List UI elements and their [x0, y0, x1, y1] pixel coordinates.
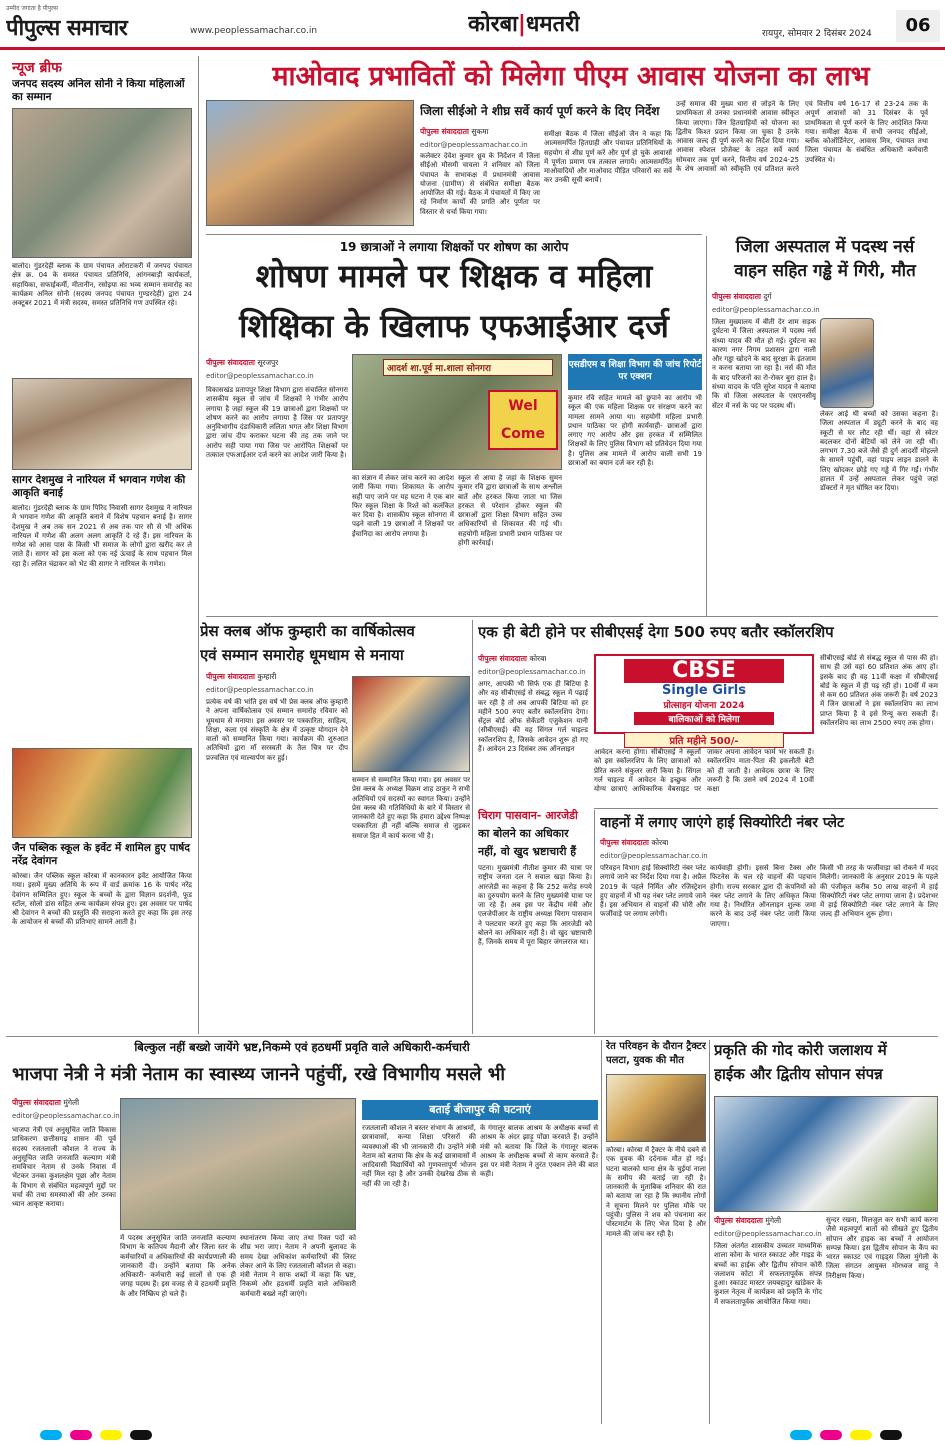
teacher-email[interactable]: editor@peoplessamachar.co.in: [206, 372, 314, 380]
masthead-date: रायपुर, सोमवार 2 दिसंबर 2024: [762, 29, 872, 39]
teacher-col1: विकासखंड प्रतापपुर शिक्षा विभाग द्वारा संचालित सोनगरा शासकीय स्कूल से जांच में शिक्षकों ने गंभीर आरोप लगाया है जहां स्कूल की 19 छात्राओं द्वारा शिक्षकों पर शोषण करने का आरोप लगाया है जिस पर प्रतापपुर अनुविभागीय दंडाधिकारी ललिता भगत और शिक्षा विभाग द्वारा जांच दीप कराकर घटना की तह तक जाने पर आरोप सही पाया गया जिस पर आरोपित शिक्षकों पर तत्काल एफआईआर दर्ज करने का आदेश जारी किया है।: [206, 386, 348, 460]
press-byline-label: पीपुल्स संवाददाता: [206, 672, 255, 681]
brief1-body: बालोद। गुंडरदेही ब्लाक के ग्राम पंचायत ओराटकरी में जनपद पंचायत क्षेत्र क्र. 04 के समस्त पंचायत प्रतिनिधि, आंगनबाड़ी कार्यकर्ता, सहायिका, सफाईकर्मी, मीतानीन, रसोइया का भव्य सम्मान समारोह का कार्यक्रम अनिल सोनी (सदस्य जनपद पंचायत गुण्डरदेही) द्वारा 24 अक्टूबर 2021 में मंत्री सदस्य, समस्त प्रतिनिधि गण उपस्थित रहे।: [12, 262, 192, 308]
minister-byline: [12, 1098, 79, 1108]
teacher-byline-place: सूरजपुर: [257, 358, 279, 367]
lead-subhead: जिला सीईओ ने शीघ्र सर्वे कार्य पूर्ण करने के दिए निर्देश: [420, 104, 660, 118]
kori-byline-place: मुंगेली: [765, 1216, 782, 1225]
school-sign: आदर्श शा.पूर्व मा.शाला सोनगरा: [383, 359, 553, 376]
minister-col1: भाजपा नेत्री एवं अनुसूचित जाति विकास प्राधिकरण छत्तीसगढ़ शासन की पूर्व सदस्य रजतलाली कौशल ने राज्य के अनुसूचित जाति जनजाति कल्याण मंत्री रामविचार नेताम से उनके निवास में भेंटकर उनका कुशलक्षेम पूछा और नेताम के विभाग से संबंधित महत्वपूर्ण मुद्दों पर चर्चा की तथा समस्याओं की ओर उनका ध्यान आकृष्ट कराया।: [12, 1126, 116, 1209]
vehicles-col3: किसी भी तरह के फर्जीवाड़ा को रोकने में मदद मिलेगी। जानकारी के अनुसार 2019 के पहले की पंजीकृत करीब 50 लाख वाहनों में हाई सिक्योरिटी नंबर प्लेट लगाया जाना है। प्रदेशभर में हाई सिक्योरिटी नंबर प्लेट लगाने के लिए जल्द ही अभियान शुरू होगा।: [820, 864, 938, 919]
cbse-byline-label: पीपुल्स संवाददाता: [478, 654, 527, 663]
kori-col2: सुन्दर रखना, मिलजुल कर सभी कार्य करना जैसे महत्वपूर्ण बातों को सीखते हुए द्वितीय सोपान और हाइक का बच्चों ने आयोजन सम्पन्न किया। इस द्वितीय सोपान के कैंप का भारत स्काउट एवं गाइड्स जिला मुंगेली के जिला संगठन आयुक्त मोरध्वज साहू ने निरीक्षण किया।: [826, 1216, 938, 1280]
registration-mark-black-2: [880, 1430, 902, 1440]
lead-byline: [420, 127, 489, 137]
lead-bottom-rule: [206, 234, 702, 235]
brief3-photo: [12, 748, 192, 838]
chirag-headline-line3: नहीं, वो खुद भ्रष्टाचारी हैं: [478, 845, 577, 858]
minister-kicker: बिल्कुल नहीं बख्शे जायेंगे भ्रष्ट,निकम्मे एवं हठधर्मी प्रवृति वाले अधिकारी-कर्मचारी: [134, 1040, 470, 1054]
cbse-col1: अगर, आपकी भी सिर्फ एक ही बिटिया है और वह सीबीएसई से संबद्ध स्कूल में पढ़ाई कर रही है तो अब आपकी बिटिया को हर महीने 500 रुपए बतौर स्कॉलरशिप देगा। सेंट्रल बोर्ड ऑफ सेकेंडरी एजुकेशन यानी (सीबीएसई) की यह सिंगल गर्ल चाइल्ड स्कॉलरशिप है, जिसके आवेदन शुरू हो गए हैं। आवेदन 23 दिसंबर तक ऑनलाइन: [478, 680, 588, 754]
cbse-byline: [478, 654, 546, 664]
press-headline-line2: एवं सम्मान समारोह धूमधाम से मनाया: [200, 646, 404, 664]
chirag-headline-line1: चिराग पासवान- आरजेडी: [478, 809, 578, 822]
vehicles-email[interactable]: editor@peoplessamachar.co.in: [600, 852, 708, 860]
region-korba: कोरबा: [468, 12, 518, 37]
registration-mark-yellow: [100, 1430, 122, 1440]
brief2-headline: सागर देशमुख ने नारियल में भगवान गणेश की आकृति बनाई: [12, 474, 186, 499]
minister-col2: में पदस्थ अनुसूचित जाति जनजाति कल्याण विभाग के कतिपय मैदानी और जिला स्तर के कर्मचारियों व अधिकारियों की कार्यप्रणाली की जानकारी दी। उन्होंने बताया कि अनेक अधिकारी- कर्मचारी कई सालों से एक ही जगह पदस्थ हैं। इस वजह से वे हठधर्मी प्रवृत्ति के और निष्क्रिय हो चले हैं।: [120, 1234, 236, 1298]
masthead-url[interactable]: www.peoplessamachar.co.in: [190, 26, 318, 36]
press-byline: [206, 672, 276, 682]
vehicles-headline: वाहनों में लगाए जाएंगे हाई सिक्योरिटी नंबर प्लेट: [600, 815, 845, 831]
minister-col4: रजतलाली कौशल ने बस्तर संभाग के आश्रमों, छात्रावासों, कन्या शिक्षा परिसरों की व्यवस्थाओं की भी जानकारी दी। उन्होंने मंत्री नेताम को बताया कि क्षेत्र के कई छात्रावासों में आदिवासी विद्यार्थियों को गुणवत्तापूर्ण भोजन नहीं मिल रहा है और उनकी देखरेख ठीक से नहीं की जा रही है।: [362, 1124, 476, 1188]
tractor-headline-line2: पलटा, युवक की मौत: [606, 1055, 684, 1066]
teacher-col3: स्कूल से आया है जहां के शिक्षक सुमन कुमार रवि द्वारा छात्राओं के साथ अश्लील बातें और हरकत किया जाता था जिस हरकत से परेशान होकर स्कूल की छात्राओं द्वारा शिक्षा विभाग सहित उच्च अधिकारियों से शिकायत की गई थी। सहयोगी महिला प्रभारी प्रधान पाठिका पर होगी कार्रवाई।: [458, 474, 562, 548]
teacher-headline-line1: शोषण मामले पर शिक्षक व महिला: [255, 257, 653, 295]
teacher-col2: का संज्ञान में लेकर जांच करने का आदेश जारी किया गया। शिकायत के आरोप सही पाए जाने पर यह घटना ने एक बार फिर स्कूल शिक्षा के रिश्ते को कलंकित कर दिया है। शासकीय स्कूल सोनगरा में पढ़ने वाली 19 छात्राओं ने शिक्षकों पर ईंचानिदा का आरोप लगाया है।: [352, 474, 454, 538]
kori-byline-label: पीपुल्स संवाददाता: [714, 1216, 763, 1225]
press-right-rule: [472, 620, 473, 1034]
chirag-headline-line2: का बोलने का अधिकार: [478, 827, 569, 840]
registration-mark-cyan-2: [790, 1430, 812, 1440]
lead-col2: समीक्षा बैठक में जिला सीईओ जैन ने कहा कि आत्मसमर्पित हितग्राही और पंचायत प्रतिनिधियों के सहयोग से शीघ्र पूर्ण करें और पूर्ण हो चुके आवासों में पूर्णता प्रमाण पत्र तत्काल लगाये। आत्मसमर्पित माओवादियों और माओवाद पीड़ित परिवारों का सर्वे कर उनकी सूची बनायें।: [544, 130, 672, 185]
brief1-photo: [12, 108, 192, 258]
chirag-right-rule: [594, 810, 595, 1034]
press-photo: [352, 676, 470, 772]
minister-col3: स्थानांतरण किया जाए तथा रिक्त पदों को शीघ्र भरा जाए। नेताम ने अपनी बुलावट के समय देखा अधिकांश कर्मचारियों की लिस्ट लेकर आने के लिए रजतलाली कौशल से कहा। मंत्री नेताम ने साफ शब्दों में कहा कि भ्रष्ट, निकम्मे और हठधर्मी प्रवृति वाले अधिकारी कर्मचारी बख्शे नहीं जाएंगे।: [240, 1234, 356, 1298]
tractor-right-rule: [709, 1040, 710, 1424]
lower-rule: [6, 1036, 938, 1037]
cbse-byline-place: कोरबा: [529, 654, 547, 663]
minister-byline-label: पीपुल्स संवाददाता: [12, 1098, 61, 1107]
nurse-portrait: [820, 318, 874, 408]
nurse-headline-line2: वाहन सहित गड्ढे में गिरी, मौत: [734, 261, 916, 281]
press-email[interactable]: editor@peoplessamachar.co.in: [206, 686, 314, 694]
cbse-col2: आवेदन करना होगा। सीबीएसई ने स्कूलों को इस स्कॉलरशिप के लिए छात्राओं को प्रेरित करने संकुलर जारी किया है। सिंगल गर्ल चाइल्ड में आवेदन के इच्छुक और योग्य छात्राएं आधिकारिक वेबसाइट पर जाकर अपना आवेदन फार्म भर सकती हैं। स्कॉलरशिप माता-पिता की इकलौती बेटी को ही जाती है। आवेदक छात्रा के लिए जरूरी है कि उसने वर्ष 2024 में 10वीं कक्षा: [594, 748, 814, 794]
kori-headline-line2: हाईक और द्वितीय सोपान संपन्न: [714, 1065, 883, 1083]
region-separator: |: [517, 12, 526, 37]
teacher-kicker: 19 छात्राओं ने लगाया शिक्षकों पर शोषण का आरोप: [339, 240, 569, 254]
minister-photo: [120, 1098, 356, 1230]
registration-mark-black: [130, 1430, 152, 1440]
teacher-byline: [206, 358, 278, 368]
cbse-email[interactable]: editor@peoplessamachar.co.in: [478, 668, 586, 676]
nurse-byline-label: पीपुल्स संवाददाता: [712, 292, 761, 301]
center-right-rule: [706, 236, 707, 616]
brief2-photo: [12, 378, 192, 470]
lead-headline: माओवाद प्रभावितों को मिलेगा पीएम आवास योजना का लाभ: [272, 61, 870, 92]
minister-col5: के गंगालूर बालक आश्रम के अधीक्षक बच्चों से आश्रम के अंदर झाड़ू पोंछा करवाते हैं। उन्होंने मंत्री को बताया कि जिले के गंगालूर बालक आश्रम के अधीक्षक बच्चों से काम करवाते हैं। इस पर मंत्री नेताम ने तुरंत एक्शन लेने की बात कही।: [480, 1124, 598, 1179]
nurse-col2: लेकर आई थी बच्चों को उसका कहना है। जिला अस्पताल में ड्यूटी करने के बाद वह स्कूटी से घर लौट रही थीं। वहां से स्वेटर बदलकर दोनों बेटियों को लेने जा रही थीं। लगभग 7.30 बजे जैसे ही दुर्ग आदर्शी मोहल्ले के सामने पहुंचीं, वहां पाइप लाइन डालने के लिए खोदकर छोड़े गए गड्ढे में गिर गईं। गंभीर हालत में उन्हें अस्पताल लेकर पहुंचे जहां डॉक्टरों ने मृत घोषित कर दिया।: [820, 410, 938, 493]
teacher-box-head: एसडीएम व शिक्षा विभाग की जांच रिपोर्ट पर एक्शन: [568, 354, 702, 390]
kori-headline-line1: प्रकृति की गोद कोरी जलाशय में: [714, 1041, 887, 1059]
press-col2: सम्मान से सम्मानित किया गया। इस अवसर पर प्रेस क्लब के अध्यक्ष विक्रम शाह ठाकुर ने सभी अतिथियों एवं सदस्यों का स्वागत किया। उन्होंने प्रेस क्लब की गतिविधियों के बारे में विस्तार से जानकारी देते हुए कहा कि हमारा उद्देश्य निष्पक्ष पत्रकारिता ही नहीं बल्कि समाज से जुड़कर समाज हित में कार्य करना भी है।: [352, 776, 470, 840]
tractor-photo: [606, 1074, 706, 1142]
registration-mark-yellow-2: [850, 1430, 872, 1440]
news-brief-label: न्यूज ब्रीफ: [12, 60, 62, 76]
nurse-col1: जिला मुख्यालय में बीती देर शाम सड़क दुर्घटना में जिला अस्पताल में पदस्थ नर्स संध्या यादव की मौत हो गई। दुर्घटना का कारण नगर निगम प्रशासन द्वारा नाली और गड्ढा खोदने के बाद सुरक्षा के इंतजाम न करना बताया जा रहा है। नर्स की मौत के बाद परिजनों का रो-रोकर बुरा हाल है। संध्या यादव के पति सुरेश यादव ने बताया कि वो जिला अस्पताल के एसएनसीयू सेंटर में नर्स के पद पर पदस्थ थीं।: [712, 318, 816, 410]
brief1-headline: जनपद सदस्य अनिल सोनी ने किया महिलाओं का सम्मान: [12, 78, 185, 103]
page-number: 06: [896, 10, 940, 42]
cbse-banner-amount: प्रति महीने 500/-: [624, 732, 784, 748]
minister-right-rule: [601, 1040, 602, 1424]
vehicles-byline: [600, 838, 668, 848]
teacher-headline-line2: शिक्षिका के खिलाफ एफआईआर दर्ज: [239, 307, 669, 345]
kori-byline: [714, 1216, 781, 1226]
left-column-rule: [198, 56, 199, 1034]
vehicles-col1: परिवहन विभाग हाई सिक्योरिटी नंबर प्लेट लगाये जाने का निर्देश दिया गया है। अप्रैल 2019 के पहले निर्मित और रजिस्ट्रेशन हुए वाहनों में भी यह नंबर प्लेट लगाये जाने हैं। इस अभियान से वाहनों की चोरी और फर्जीवाड़े पर लगाम लगेगी।: [600, 864, 706, 919]
lead-photo: [206, 100, 414, 226]
nurse-email[interactable]: editor@peoplessamachar.co.in: [712, 306, 820, 314]
tractor-body: कोरबा। कोरबा में ट्रैक्टर के नीचे दबने से एक युवक की दर्दनाक मौत हो गई। घटना बालको थाना क्षेत्र के चुईयां नाला के समीप की बताई जा रही है। जानकारी के मुताबिक शनिवार की रात को बताया जा रहा है कि स्थानीय लोगों ने सूचना मिलने पर पुलिस मौके पर पहुंची। पुलिस ने शव को पंचनामा कर पोस्टमार्टम के लिए भेज दिया है और मामले की जांच कर रही है।: [606, 1146, 706, 1238]
cbse-headline: एक ही बेटी होने पर सीबीएसई देगा 500 रुपए बतौर स्कॉलरशिप: [478, 623, 834, 641]
masthead-rule: [0, 47, 945, 50]
welcome-board: Wel Come: [488, 390, 558, 450]
masthead-logo[interactable]: पीपुल्स समाचार: [6, 15, 128, 41]
brief3-headline: जैन पब्लिक स्कूल के इवेंट में शामिल हुए पार्षद नरेंद्र देवांगन: [12, 842, 190, 867]
registration-mark-magenta: [70, 1430, 92, 1440]
minister-email[interactable]: editor@peoplessamachar.co.in: [12, 1112, 120, 1120]
lead-col3: उन्हें समाज की मुख्य धारा से जोड़ने के लिए प्राथमिकता से उनका प्रधानमंत्री आवास स्वीकृत किया जाएगा। जिन हितग्राहियों को योजना का द्वितीय किश्त प्रदान किया जा चुका है उनके आवास जल्द ही पूर्ण करने का निर्देश दिया गया। आवास स्पेशल प्रोजेक्ट के तहत सर्वे कार्य सोमवार तक पूर्ण करने, वित्तीय वर्ष 2024-25 के शेष आवासों को स्वीकृति एवं प्रतिशत करने एवं वित्तीय वर्ष 16-17 से 23-24 तक के अपूर्ण आवासों को 31 दिसंबर के पूर्व प्राथमिकता से पूर्ण करने के लिए आदेशित किया गया। समीक्षा बैठक में सभी जनपद सीईओ, ब्लॉक कोऑर्डिनेटर, आवास मित्र, पंचायत तथा जिला पंचायत के संबंधित अधिकारी कर्मचारी उपस्थित थे।: [676, 100, 928, 174]
minister-box-head: बताई बीजापुर की घटनाएं: [362, 1100, 598, 1120]
minister-headline: भाजपा नेत्री ने मंत्री नेताम का स्वास्थ्य जानने पहुंचीं, रखे विभागीय मसले भी: [12, 1064, 506, 1085]
vehicles-byline-place: कोरबा: [651, 838, 669, 847]
registration-mark-magenta-2: [820, 1430, 842, 1440]
kori-col1: जिला अंतर्गत शासकीय उच्चतर माध्यमिक शाला कोना के भारत स्काउट और गाइड के बच्चों का हाईक और द्वितीय सोपान कोरी जलाशय कोटा में सफलतापूर्वक संपन्न हुआ। स्काउट मास्टर जयबहादुर खांडेकर के कुशल नेतृत्व में कार्यक्रम को प्रकृति के गोद में सफलतापूर्वक आयोजित किया गया।: [714, 1242, 822, 1306]
lead-byline-label: पीपुल्स संवाददाता: [420, 127, 469, 136]
press-headline-line1: प्रेस क्लब ऑफ कुम्हारी का वार्षिकोत्सव: [200, 622, 415, 640]
masthead-tagline: उम्मीद जगाता है पीपुल्स: [6, 5, 58, 12]
vehicles-byline-label: पीपुल्स संवाददाता: [600, 838, 649, 847]
brief3-body: कोरबा। जैन पब्लिक स्कूल कोरबा में कानकारन इवेंट आयोजित किया गया। इसमें मुख्य अतिथि के रूप में वार्ड क्रमांक 16 के पार्षद नरेंद्र देवांगन सम्मिलित हुए। स्कूल के बच्चों के द्वारा विज्ञान प्रदर्शनी, फूड स्टॉल, सोलो डांस सहित अन्य कार्यक्रम संपन्न हुए। इस अवसर पर पार्षद श्री देवांगन ने बच्चों की प्रस्तुति की सराहना करते हुए कहा कि इस तरह के आयोजन से बच्चों की प्रतिभाएं सामने आती है।: [12, 872, 192, 927]
chirag-body: पटना। मुख्यमंत्री नीतीश कुमार की यात्रा पर राष्ट्रीय जनता दल ने सवाल खड़ा किया है। आरजेडी का कहना है कि 252 करोड़ रुपये का दुरुपयोग करने के लिए मुख्यमंत्री यात्रा पर जा रहे हैं। अब इस पर केंद्रीय मंत्री और एलजेपीआर के राष्ट्रीय अध्यक्ष चिराग पासवान ने पलटवार करते हुए कहा कि आरजेडी को बोलने का अधिकार नहीं है। वो खुद भ्रष्टाचारी हैं, जिनके समय में पूरा बिहार जंगलराज था।: [478, 864, 592, 947]
cbse-banner-scheme: प्रोत्साहन योजना 2024: [663, 701, 745, 711]
nurse-headline-line1: जिला अस्पताल में पदस्थ नर्स: [735, 237, 915, 257]
nurse-byline-place: दुर्ग: [763, 292, 772, 301]
tractor-headline-line1: रेत परिवहन के दौरान ट्रैक्टर: [606, 1041, 706, 1052]
cbse-bottom-rule: [594, 808, 938, 809]
brief2-body: बालोद। गुंडरदेही ब्लाक के ग्राम पिरिद निवासी सागर देशमुख ने नारियल मे भगवान गणेश की आकृति बनाने में विशेष पहचान बनाई है। सागर देशमुख ने अब तक सन 2021 से अब तक पार सौ से भी अधिक नारियल में गणेश की अलग अलग आकृति दे रहे हैं। इस नारियल के गणेश को आस पास के किसी भी समाज के लोगों द्वारा खरीद कर ले जाते है। सागर को इस कला को एक नई ऊंचाई के साथ पहचान मिल रहा है। ललित चंद्राकर को भेट की सागर ने नारियल के गणेश।: [12, 504, 192, 568]
registration-mark-cyan: [40, 1430, 62, 1440]
press-byline-place: कुम्हारी: [257, 672, 277, 681]
teacher-byline-label: पीपुल्स संवाददाता: [206, 358, 255, 367]
vehicles-col2: कार्यवाही होगी। इससे बिना टैक्स और फिटनेस के चल रहे वाहनों की पहचान होगी। राज्य सरकार द्वारा दी कंपनियों को नंबर प्लेट लगाने के लिए अधिकृत किया गया है। निर्धारित ऑनलाइन शुल्क जमा करने के बाद उन्हें नंबर प्लेट जारी किया जाएगा।: [710, 864, 816, 928]
cbse-banner-title: CBSE: [624, 659, 784, 683]
region-dhamtari: धमतरी: [525, 12, 580, 37]
press-col1: प्रत्येक वर्ष की भांति इस वर्ष भी प्रेस क्लब ऑफ कुम्हारी ने अपना वार्षिकोत्सव एवं सम्मान समारोह रविवार को धूमधाम से मनाया। इस अवसर पर पत्रकारिता, साहित्य, शिक्षा, कला एवं संस्कृति के क्षेत्र में उत्कृष्ट योगदान देने वालों को सम्मानित किया गया। कार्यक्रम की शुरुआत अतिथियों द्वारा माँ सरस्वती के तैल चित्र पर दीप प्रज्वलित एवं माल्यार्पण कर हुई।: [206, 698, 348, 762]
kori-photo: [714, 1096, 938, 1212]
cbse-banner-sub: Single Girls: [662, 683, 746, 698]
minister-byline-place: मुंगेली: [63, 1098, 80, 1107]
cbse-col3: सीबीएसई बोर्ड से संबद्ध स्कूल से पास की हो। साथ ही उसे वहां 60 प्रतिशत अंक आए हों। इसके बाद ही वह 11वीं कक्षा में सीबीएसई बोर्ड के स्कूल में ही पढ़ रही हो। 10वीं में कम से कम 60 प्रतिशत अंक जरूरी हैं। वर्ष 2023 में जिन छात्राओं ने इस स्कॉलरशिप का लाभ प्राप्त किया है वे इसे रिन्यू करा सकती हैं। स्कॉलरशिप का लाभ 2500 रुपए तक होगा।: [820, 654, 938, 728]
cbse-banner: [594, 654, 814, 734]
mid-rule: [206, 616, 938, 617]
teacher-col4: कुमार रवि सहित मामले को छुपाने का आरोप भी स्कूल की एक महिला शिक्षक पर संरक्षण करने का मामला सामने आया था। सहयोगी महिला प्रभारी प्रधान पाठिका पर होगी कार्यवाही- छात्राओं द्वारा लगाए गए आरोप और इस हरकत में सम्मिलित शिक्षकों के लिए पुलिस विभाग को प्रतिवेदन दिया गया है। पुलिस अब मामले में आरोप वाली सभी 19 छात्राओं का बयान दर्ज कर रही है।: [568, 394, 702, 468]
lead-byline-place: सुकमा: [471, 127, 489, 136]
lead-col1: कलेक्टर देवेश कुमार ध्रुव के निर्देशन में जिला सीईओ मौसमी चावला ने शनिवार को जिला पंचायत के सभाकक्ष में प्रधानमंत्री आवास योजना (ग्रामीण) से संबंधित समीक्षा बैठक आयोजित की गई। बैठक में पंचायतों में किए जा रहे निर्माण कार्यों की प्रगति और पूर्णता पर विस्तार से चर्चा किया गया।: [420, 152, 540, 216]
masthead-logo-block: [6, 4, 186, 44]
lead-email[interactable]: editor@peoplessamachar.co.in: [420, 141, 528, 149]
masthead-region: [468, 8, 580, 46]
cbse-banner-line: बालिकाओं को मिलेगा: [634, 712, 774, 725]
kori-email[interactable]: editor@peoplessamachar.co.in: [714, 1230, 822, 1238]
nurse-byline: [712, 292, 772, 302]
